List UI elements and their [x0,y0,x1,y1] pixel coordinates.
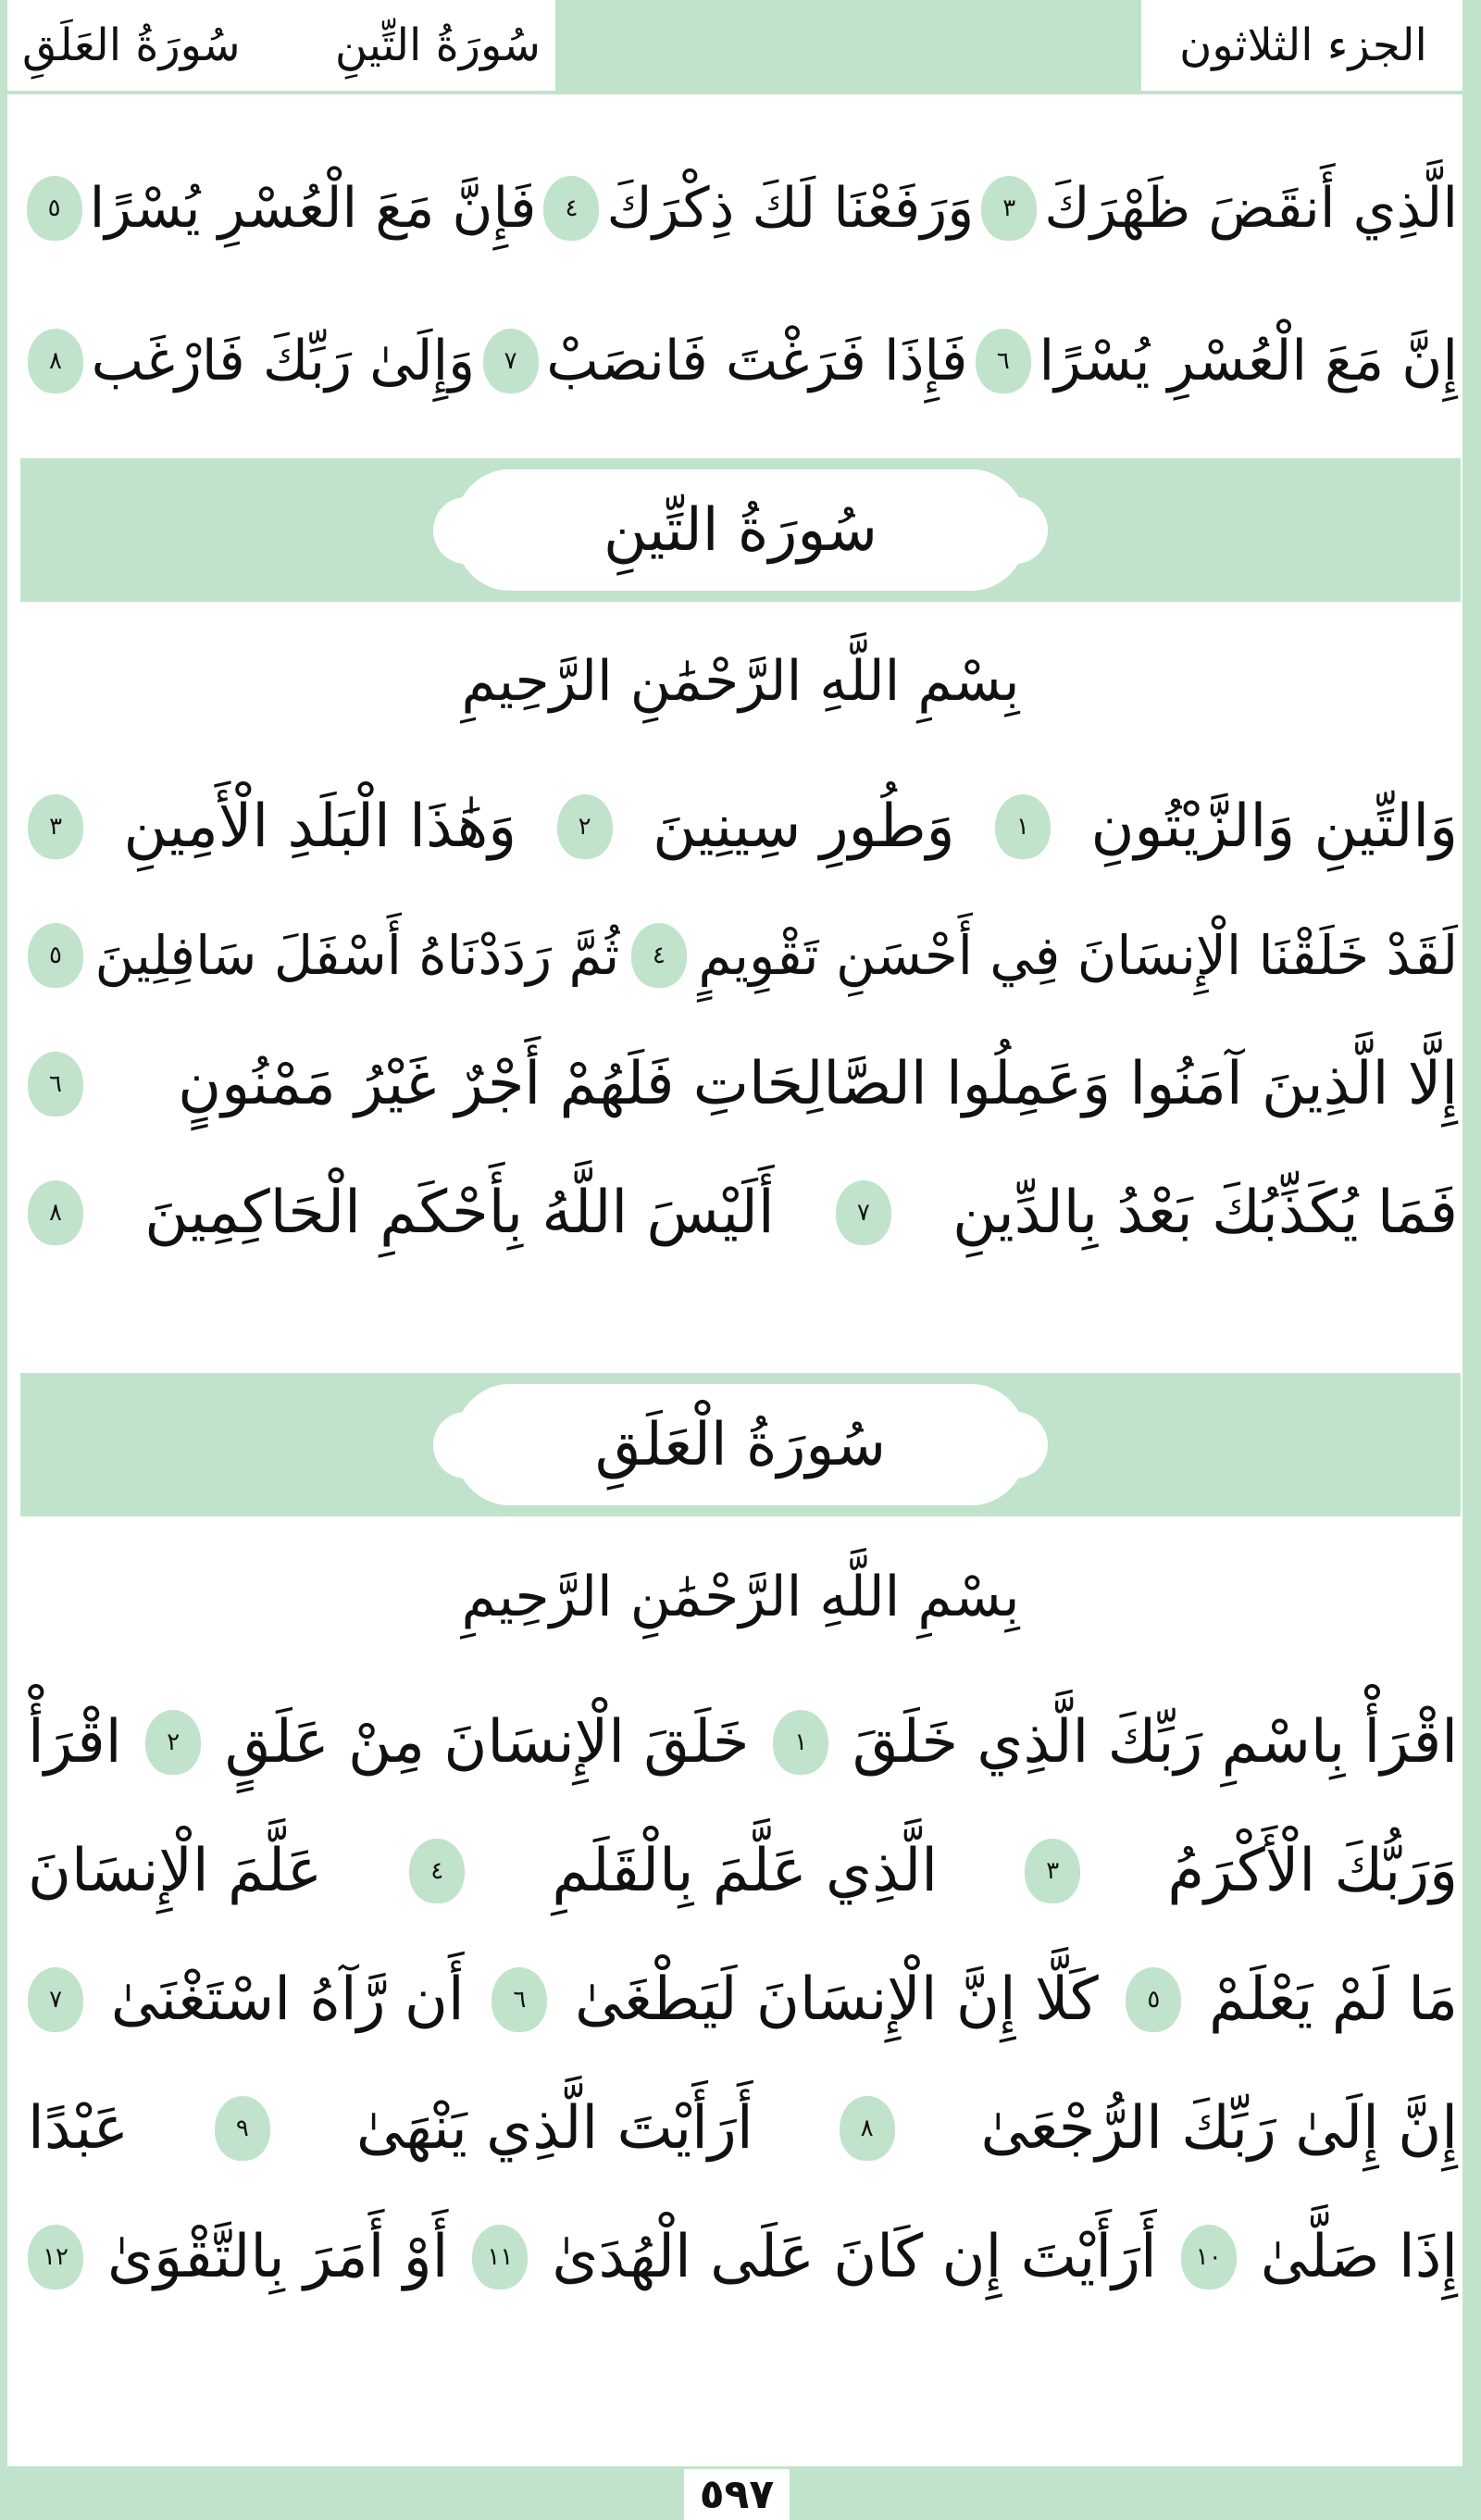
header-juz: الجزء الثلاثون [1179,19,1427,71]
verse-line [28,1940,1458,2060]
verse-text: فَإِنَّ مَعَ الْعُسْرِ يُسْرًا [89,176,537,241]
header-surah-tin: سُورَةُ التِّينِ [334,19,541,71]
verse-line [28,2197,1458,2317]
bismillah: بِسْمِ اللَّهِ الرَّحْمَٰنِ الرَّحِيمِ [461,1565,1020,1629]
ayah-number-marker: ٥ [1126,1967,1181,2032]
surah-banner [20,458,1461,602]
ayah-number-marker: ٦ [492,1967,547,2032]
ayah-number-marker: ٧ [28,1967,83,2032]
verse-line [28,148,1458,268]
ayah-number-marker: ٥ [27,176,82,241]
page-header [7,0,1462,94]
verse-line [28,2068,1458,2189]
header-surah-alaq: سُورَةُ العَلَقِ [22,19,241,71]
ayah-number-marker: ٤ [409,1839,465,1903]
ayah-number-marker: ٧ [483,329,539,393]
ayah-number-marker: ٢ [557,794,613,859]
ayah-number-marker: ٧ [836,1180,891,1245]
ayah-number-marker: ١ [995,794,1051,859]
header-ornament [555,0,1141,91]
ayah-number-marker: ٨ [28,1180,83,1245]
verse-text: أَوْ أَمَرَ بِالتَّقْوَىٰ [107,2223,449,2291]
verse-text: عَبْدًا [28,2094,129,2163]
verse-text: لَقَدْ خَلَقْنَا الْإِنسَانَ فِي أَحْسَنِ تَقْوِيمٍ [698,924,1458,987]
verse-line [28,301,1458,421]
verse-text: كَلَّا إِنَّ الْإِنسَانَ لَيَطْغَىٰ [574,1965,1099,2034]
surah-banner [20,1373,1461,1516]
verse-text: إِنَّ مَعَ الْعُسْرِ يُسْرًا [1039,329,1458,393]
ayah-number-marker: ٦ [976,329,1031,393]
ayah-number-marker: ٣ [981,176,1037,241]
verse-text: أَرَأَيْتَ إِن كَانَ عَلَى الْهُدَىٰ [552,2223,1157,2291]
verse-text: أَرَأَيْتَ الَّذِي يَنْهَىٰ [355,2094,753,2163]
ayah-number-marker: ٢ [145,1710,201,1775]
surah-title: سُورَةُ الْعَلَقِ [454,1384,1027,1505]
ayah-number-marker: ٤ [543,176,599,241]
verse-text: خَلَقَ الْإِنسَانَ مِنْ عَلَقٍ [224,1708,750,1777]
verse-text: فَمَا يُكَذِّبُكَ بَعْدُ بِالدِّينِ [952,1179,1458,1247]
verse-text: إِنَّ إِلَىٰ رَبِّكَ الرُّجْعَىٰ [980,2094,1458,2163]
verse-line [28,1153,1458,1273]
verse-line [28,1024,1458,1144]
verse-text: فَإِذَا فَرَغْتَ فَانصَبْ [546,329,968,393]
ayah-number-marker: ١٢ [28,2225,83,2289]
verse-text: اقْرَأْ بِاسْمِ رَبِّكَ الَّذِي خَلَقَ [852,1708,1458,1777]
verse-line [28,1682,1458,1803]
verse-text: اقْرَأْ [28,1708,122,1777]
ayah-number-marker: ٦ [28,1052,83,1117]
ayah-number-marker: ٤ [631,923,687,988]
verse-text: وَطُورِ سِينِينَ [653,792,955,861]
verse-line [28,895,1458,1016]
ayah-number-marker: ٣ [28,794,83,859]
ayah-number-marker: ٨ [28,329,83,393]
page-number: ٥٩٧ [684,2469,790,2520]
surah-title: سُورَةُ التِّينِ [454,469,1027,591]
verse-text: مَا لَمْ يَعْلَمْ [1208,1965,1458,2034]
verse-text: أَلَيْسَ اللَّهُ بِأَحْكَمِ الْحَاكِمِينَ [144,1179,775,1247]
ayah-number-marker: ١٠ [1181,2225,1237,2289]
verse-text: وَإِلَىٰ رَبِّكَ فَارْغَب [91,329,476,393]
verse-text: وَهَٰذَا الْبَلَدِ الْأَمِينِ [123,792,517,861]
verse-text: ثُمَّ رَدَدْنَاهُ أَسْفَلَ سَافِلِينَ [94,924,620,987]
ayah-number-marker: ٥ [28,923,83,988]
verse-text: إِذَا صَلَّىٰ [1260,2223,1458,2291]
ayah-number-marker: ١ [773,1710,828,1775]
verse-line [28,767,1458,887]
ayah-number-marker: ٨ [840,2096,895,2161]
verse-text: وَرَفَعْنَا لَكَ ذِكْرَكَ [606,176,975,241]
verse-text: عَلَّمَ الْإِنسَانَ [28,1837,322,1905]
ayah-number-marker: ٩ [215,2096,270,2161]
ayah-number-marker: ٣ [1025,1839,1080,1903]
verse-text: أَن رَّآهُ اسْتَغْنَىٰ [110,1965,465,2034]
verse-text: وَالتِّينِ وَالزَّيْتُونِ [1090,792,1458,861]
header-surah-names [13,0,550,91]
verse-text: إِلَّا الَّذِينَ آمَنُوا وَعَمِلُوا الصَّالِحَاتِ فَلَهُمْ أَجْرٌ غَيْرُ مَمْنُونٍ [178,1050,1458,1118]
verse-text: وَرَبُّكَ الْأَكْرَمُ [1167,1837,1458,1905]
bismillah: بِسْمِ اللَّهِ الرَّحْمَٰنِ الرَّحِيمِ [461,649,1020,714]
verse-text: الَّذِي أَنقَضَ ظَهْرَكَ [1044,176,1458,241]
verse-text: الَّذِي عَلَّمَ بِالْقَلَمِ [552,1837,938,1905]
ayah-number-marker: ١١ [472,2225,528,2289]
verse-line [28,1811,1458,1931]
